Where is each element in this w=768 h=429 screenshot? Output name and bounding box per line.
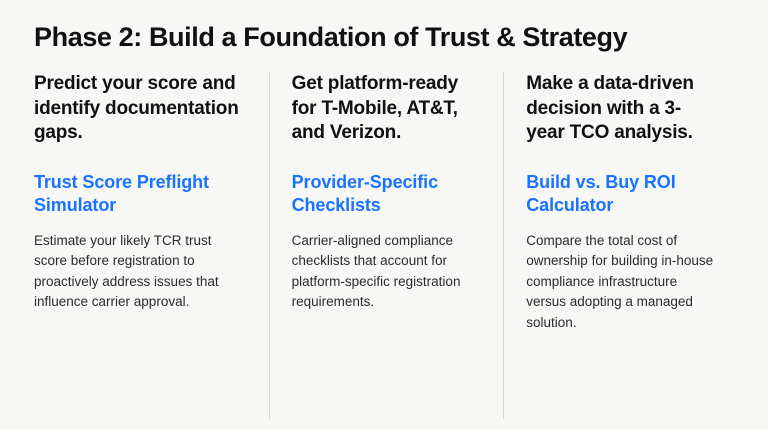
column-provider-checklists [269, 72, 504, 419]
column-subtitle: Provider-Specific Checklists [291, 172, 438, 215]
column-trust-score-simulator [34, 72, 269, 419]
column-body: Carrier-aligned compliance checklists that account for platform-specific registration requirements. [291, 232, 461, 310]
column-headline: Make a data-driven decision with a 3-year TCO analysis. [526, 73, 694, 143]
column-subtitle: Build vs. Buy ROI Calculator [526, 172, 676, 215]
column-body: Compare the total cost of ownership for building in-house compliance infrastructure versus adopting a managed solution. [526, 232, 714, 330]
column-body: Estimate your likely TCR trust score before registration to proactively address issues that influence carrier approval. [34, 232, 219, 310]
column-roi-calculator [503, 72, 738, 419]
columns-container [34, 72, 738, 419]
column-headline: Get platform-ready for T-Mobile, AT&T, and Verizon. [291, 73, 459, 143]
page-title: Phase 2: Build a Foundation of Trust & Strategy [34, 22, 628, 52]
column-headline: Predict your score and identify documentation gaps. [34, 73, 239, 143]
column-subtitle: Trust Score Preflight Simulator [34, 172, 209, 215]
